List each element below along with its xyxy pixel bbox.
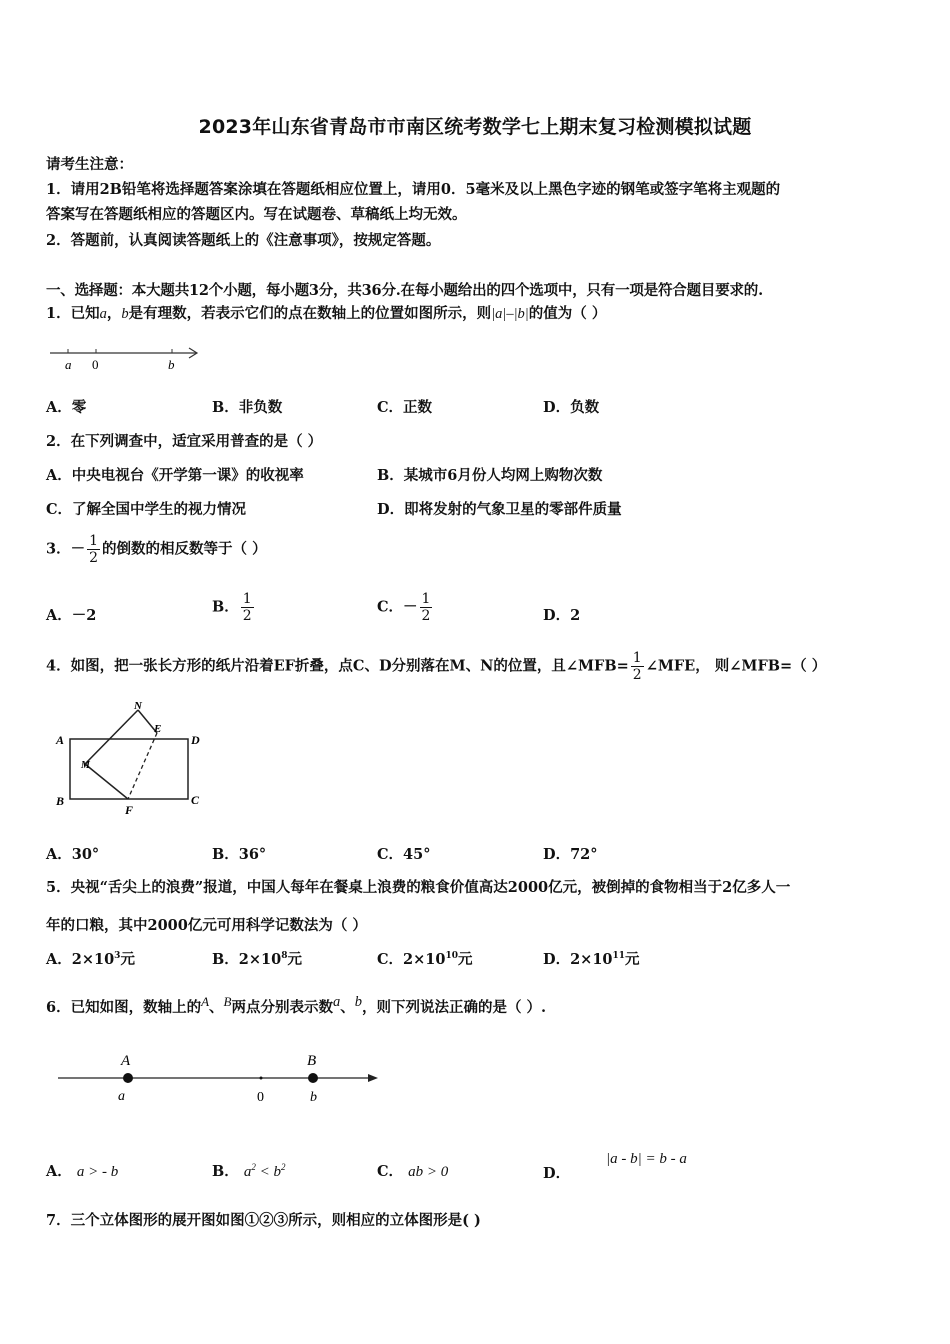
notice-line-1a: 1．请用2B铅笔将选择题答案涂填在答题纸相应位置上，请用0．5毫米及以上黑色字迹的钢笔或签字笔将主观题的 (46, 181, 781, 198)
segment-nm (85, 710, 138, 764)
q6-option-b[interactable]: B． $a^2 < b^2$ (212, 1162, 286, 1180)
q4-option-d[interactable]: D．72° (543, 846, 598, 863)
question-3-stem: 3．－ $\frac{1}{2}$ 的倒数的相反数等于（ ） (46, 533, 267, 566)
q2-option-b[interactable]: B．某城市6月份人均网上购物次数 (377, 467, 603, 484)
question-1-number-line (46, 340, 206, 376)
notice-line-1b: 答案写在答题纸相应的答题区内。写在试题卷、草稿纸上均无效。 (46, 206, 467, 223)
q3-option-a[interactable]: A．－2 (46, 607, 97, 624)
q5-option-d[interactable]: D．$2\times 10^{11}$元 (543, 951, 640, 968)
notice-line-2: 2．答题前，认真阅读答题纸上的《注意事项》，按规定答题。 (46, 232, 441, 249)
q4-option-a[interactable]: A．30° (46, 846, 100, 863)
section-heading: 一、选择题：本大题共12个小题，每小题3分，共36分.在每小题给出的四个选项中，只有一项是符合题目要求的. (46, 282, 763, 299)
page-title: 2023年山东省青岛市市南区统考数学七上期末复习检测模拟试题 (198, 116, 752, 138)
q5-option-b[interactable]: B．$2\times 10^8$元 (212, 951, 302, 968)
q4-option-c[interactable]: C．45° (377, 846, 431, 863)
q2-option-d[interactable]: D．即将发射的气象卫星的零部件质量 (377, 501, 622, 518)
svg-text:C: C (191, 793, 200, 807)
fold-line-ef (128, 733, 157, 799)
q6-option-d[interactable]: D． (543, 1165, 571, 1182)
svg-text:b: b (310, 1090, 317, 1105)
q1-option-d[interactable]: D．负数 (543, 399, 600, 416)
q3-option-b[interactable]: B． $\frac{1}{2}$ (212, 591, 252, 624)
point-a (123, 1073, 133, 1083)
point-b (308, 1073, 318, 1083)
svg-text:F: F (125, 803, 134, 817)
question-5-stem-line1: 5．央视“舌尖上的浪费”报道，中国人每年在餐桌上浪费的粮食价值高达2000亿元，被倒掉的食物相当于2亿多人一 (46, 879, 791, 896)
question-6-stem: 6．已知如图，数轴上的A、B两点分别表示数a、b，则下列说法正确的是（ ）. (46, 994, 547, 1016)
q5-option-a[interactable]: A．$2\times 10^3$元 (46, 951, 135, 968)
q2-option-a[interactable]: A．中央电视台《开学第一课》的收视率 (46, 467, 304, 484)
svg-text:B: B (56, 794, 65, 808)
label-b: b (168, 357, 175, 372)
q3-option-c[interactable]: C．－ $\frac{1}{2}$ (377, 591, 431, 624)
svg-text:M: M (81, 760, 90, 771)
svg-text:0: 0 (257, 1090, 264, 1105)
label-a: a (65, 357, 72, 372)
point-origin (260, 1077, 263, 1080)
question-1-stem: 1．已知a，b是有理数，若表示它们的点在数轴上的位置如图所示，则|a|–|b|的值为（ ） (46, 305, 607, 322)
q6-option-a[interactable]: A． a > - b (46, 1163, 119, 1180)
q1-option-b[interactable]: B．非负数 (212, 399, 283, 416)
question-4-stem: 4．如图，把一张长方形的纸片沿着EF折叠，点C、D分别落在M、N的位置，且∠MFB= $\frac{1}{2}$ ∠MFE， 则∠MFB=（ ） (46, 650, 827, 683)
question-2-stem: 2．在下列调查中，适宜采用普查的是（ ） (46, 433, 323, 450)
q5-option-c[interactable]: C．$2\times 10^{10}$元 (377, 951, 473, 968)
q4-option-b[interactable]: B．36° (212, 846, 267, 863)
svg-text:a: a (118, 1089, 125, 1104)
fraction-one-half: $\frac{1}{2}$ (89, 533, 99, 566)
q3-option-d[interactable]: D．2 (543, 607, 581, 624)
q6-option-d-expression: |a - b| = b - a (606, 1151, 687, 1167)
number-line-arrow (368, 1074, 378, 1082)
q1-option-a[interactable]: A．零 (46, 399, 87, 416)
question-5-stem-line2: 年的口粮，其中2000亿元可用科学记数法为（ ） (46, 917, 367, 934)
svg-text:N: N (134, 700, 142, 712)
notice-heading: 请考生注意： (46, 156, 133, 173)
svg-text:A: A (121, 1053, 131, 1069)
label-0: 0 (92, 357, 99, 372)
svg-text:B: B (307, 1053, 317, 1069)
q2-option-c[interactable]: C．了解全国中学生的视力情况 (46, 501, 247, 518)
question-4-fold-figure (50, 698, 210, 822)
q1-option-c[interactable]: C．正数 (377, 399, 433, 416)
svg-text:E: E (154, 723, 162, 735)
question-7-stem: 7．三个立体图形的展开图如图①②③所示，则相应的立体图形是( ) (46, 1212, 481, 1229)
svg-text:D: D (191, 733, 200, 747)
question-6-number-line (50, 1046, 380, 1114)
q6-option-c[interactable]: C． ab > 0 (377, 1163, 449, 1180)
svg-text:A: A (56, 733, 65, 747)
segment-mf (85, 764, 128, 799)
